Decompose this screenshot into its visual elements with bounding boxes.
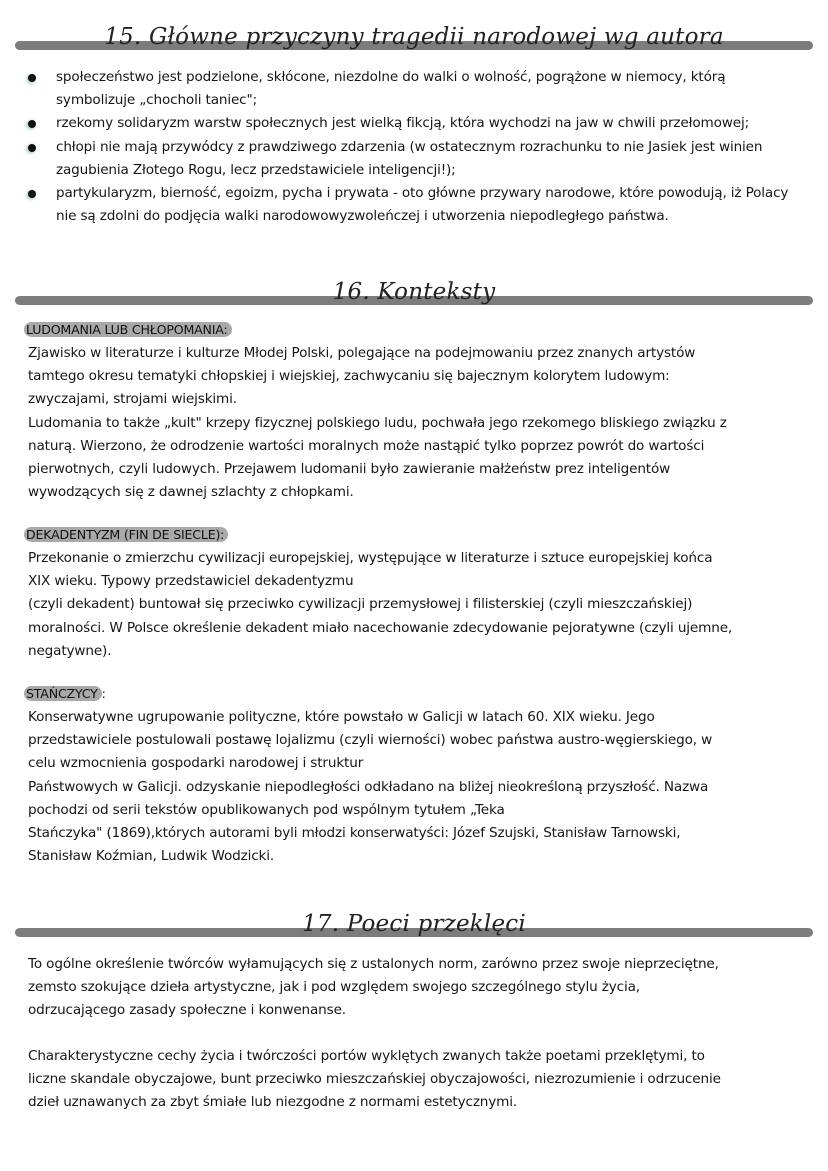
section-title: 15. Główne przyczyny tragedii narodowej wg autora <box>104 24 724 50</box>
list-item: społeczeństwo jest podzielone, skłócone, niezdolne do walki o wolność, pogrążone w niemocy, którą symbolizuje „chocholi taniec"; <box>28 66 798 112</box>
list-item: partykularyzm, bierność, egoizm, pycha i prywata - oto główne przywary narodowe, które powodują, iż Polacy nie są zdolni do podjęcia walki narodowowyzwoleńczej i utworzenia niepodległego państwa. <box>28 182 798 228</box>
bullet-icon <box>28 190 36 198</box>
section-17-heading <box>15 911 813 947</box>
bullet-icon <box>28 74 36 82</box>
causes-bullet-list <box>28 66 798 228</box>
bullet-icon <box>28 144 36 152</box>
section-15-heading <box>15 24 813 60</box>
dekadentyzm-definition: Przekonanie o zmierzchu cywilizacji europejskiej, występujące w literaturze i sztuce europejskiej końca XIX wieku. Typowy przedstawiciel dekadentyzmu (czyli dekadent) buntował się przeciwko cywilizacji przemysłowej i filisterskiej (czyli mieszczańskiej) moralności. W Polsce określenie dekadent miało nacechowanie zdecydowanie pejoratywne (czyli ujemne, negatywne). <box>28 550 733 659</box>
term-label-stanczycy: STAŃCZYCY : <box>26 686 106 701</box>
list-item: chłopi nie mają przywódcy z prawdziwego zdarzenia (w ostatecznym rozrachunku to nie Jasiek jest winien zagubienia Złotego Rogu, lecz przedstawiciele inteligencji!); <box>28 136 798 182</box>
poeci-przekleci-characteristics: Charakterystyczne cechy życia i twórczości portów wyklętych zwanych także poetami przeklętymi, to liczne skandale obyczajowe, bunt przeciwko mieszczańskiej obyczajowości, niezrozumienie i odrzucenie dzieł uznawanych za zbyt śmiałe lub niezgodne z normami estetycznymi. <box>28 1048 721 1111</box>
term-label-ludomania: LUDOMANIA LUB CHŁOPOMANIA: <box>28 322 232 338</box>
section-title: 16. Konteksty <box>332 279 496 305</box>
term-label-dekadentyzm: DEKADENTYZM (FIN DE SIECLE): <box>28 527 228 543</box>
section-16-heading <box>15 279 813 315</box>
poeci-przekleci-definition: To ogólne określenie twórców wyłamujących się z ustalonych norm, zarówno przez swoje nieprzeciętne, zemsto szokujące dzieła artystyczne, jak i pod względem swojego szczególnego stylu życia, odrzucającego zasady społeczne i konwenanse. <box>28 956 719 1019</box>
ludomania-definition: Zjawisko w literaturze i kulturze Młodej Polski, polegające na podejmowaniu przez znanych artystów tamtego okresu tematyki chłopskiej i wiejskiej, zachwycaniu się bajecznym kolorytem ludowym: zwyczajami, strojami wiejskimi. Ludomania to także „kult" krzepy fizycznej polskiego ludu, pochwała jego rzekomego bliskiego związku z naturą. Wierzono, że odrodzenie wartości moralnych może nastąpić tylko poprzez powrót do wartości pierwotnych, czyli ludowych. Przejawem ludomanii było zawieranie małżeństw prez inteligentów wywodzących się z dawnej szlachty z chłopkami. <box>28 345 727 501</box>
bullet-icon <box>28 120 36 128</box>
stanczycy-definition: Konserwatywne ugrupowanie polityczne, które powstało w Galicji w latach 60. XIX wieku. Jego przedstawiciele postulowali postawę lojalizmu (czyli wierności) wobec państwa austro-węgierskiego, w celu wzmocnienia gospodarki narodowej i struktur Państwowych w Galicji. odzyskanie niepodległości odkładano na bliżej nieokreśloną przyszłość. Nazwa pochodzi od serii tekstów opublikowanych pod wspólnym tytułem „Teka Stańczyka" (1869),których autorami byli młodzi konserwatyści: Józef Szujski, Stanisław Tarnowski, Stanisław Koźmian, Ludwik Wodzicki. <box>28 709 713 865</box>
list-item: rzekomy solidaryzm warstw społecznych jest wielką fikcją, która wychodzi na jaw w chwili przełomowej; <box>28 112 798 135</box>
section-title: 17. Poeci przeklęci <box>302 911 526 937</box>
